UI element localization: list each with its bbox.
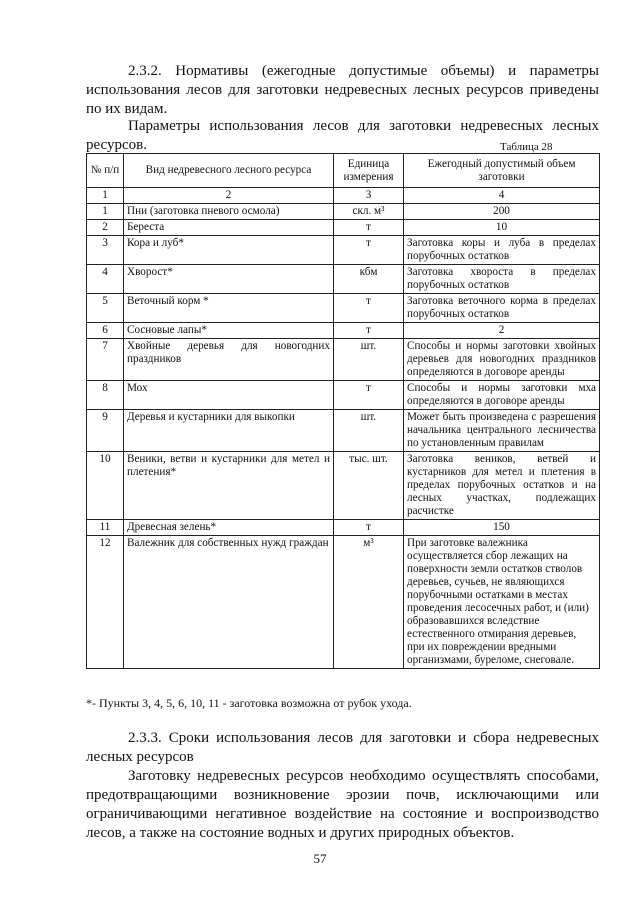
table-intro: Параметры использования лесов для заготовки недревесных лесных ресурсов. bbox=[86, 118, 599, 153]
row-volume: При заготовке валежника осуществляется сбор лежащих на поверхности земли остатков стволов деревьев, сучьев, не являющихся порубочными остатками в местах проведения лесосечных работ, и (или) образовавшихся вследствие естественного отмирания деревьев, при их повреждении вредными организмами, буреломе, снеговале. bbox=[404, 536, 600, 669]
row-unit: шт. bbox=[334, 339, 404, 381]
row-resource: Древесная зелень* bbox=[124, 520, 334, 536]
row-volume: 200 bbox=[404, 204, 600, 220]
row-num: 6 bbox=[87, 323, 124, 339]
row-resource: Пни (заготовка пневого осмола) bbox=[124, 204, 334, 220]
row-num: 11 bbox=[87, 520, 124, 536]
row-volume: Способы и нормы заготовки хвойных деревьев для новогодних праздников определяются в договоре аренды bbox=[404, 339, 600, 381]
table-row bbox=[87, 381, 600, 410]
row-volume: Заготовка коры и луба в пределах порубочных остатков bbox=[404, 236, 600, 265]
row-num: 3 bbox=[87, 236, 124, 265]
row-num: 12 bbox=[87, 536, 124, 669]
col-number: 3 bbox=[334, 188, 404, 204]
section-paragraph: Заготовку недревесных ресурсов необходимо осуществлять способами, предотвращающими возникновение эрозии почв, исключающими или ограничивающими негативное воздействие на состояние и воспроизводство лесов, а также на состояние водных и других природных объектов. bbox=[86, 768, 599, 841]
row-unit: шт. bbox=[334, 410, 404, 452]
col-number: 4 bbox=[404, 188, 600, 204]
row-unit: кбм bbox=[334, 265, 404, 294]
row-num: 5 bbox=[87, 294, 124, 323]
table-caption: Таблица 28 bbox=[500, 141, 553, 153]
table-row bbox=[87, 265, 600, 294]
col-number: 2 bbox=[124, 188, 334, 204]
row-num: 2 bbox=[87, 220, 124, 236]
table-row bbox=[87, 220, 600, 236]
page-number: 57 bbox=[313, 851, 327, 866]
row-resource: Веточный корм * bbox=[124, 294, 334, 323]
row-num: 8 bbox=[87, 381, 124, 410]
row-num: 1 bbox=[87, 204, 124, 220]
row-resource: Сосновые лапы* bbox=[124, 323, 334, 339]
row-volume: Может быть произведена с разрешения начальника центрального лесничества по установленным правилам bbox=[404, 410, 600, 452]
row-unit: т bbox=[334, 220, 404, 236]
row-volume: 10 bbox=[404, 220, 600, 236]
header-unit: Единица измерения bbox=[334, 154, 404, 188]
row-volume: 2 bbox=[404, 323, 600, 339]
row-resource: Хвойные деревья для новогодних праздников bbox=[124, 339, 334, 381]
row-num: 4 bbox=[87, 265, 124, 294]
intro-paragraph: 2.3.2. Нормативы (ежегодные допустимые объемы) и параметры использования лесов для заготовки недревесных лесных ресурсов приведены по их видам. bbox=[86, 63, 599, 117]
table-row bbox=[87, 520, 600, 536]
row-resource: Веники, ветви и кустарники для метел и плетения* bbox=[124, 452, 334, 520]
section-heading: 2.3.3. Сроки использования лесов для заготовки и сбора недревесных лесных ресурсов bbox=[86, 730, 599, 765]
row-num: 9 bbox=[87, 410, 124, 452]
row-volume: Заготовка хвороста в пределах порубочных остатков bbox=[404, 265, 600, 294]
row-resource: Валежник для собственных нужд граждан bbox=[124, 536, 334, 669]
row-num: 10 bbox=[87, 452, 124, 520]
row-unit: м³ bbox=[334, 536, 404, 669]
table-row bbox=[87, 536, 600, 669]
row-resource: Береста bbox=[124, 220, 334, 236]
row-unit: т bbox=[334, 520, 404, 536]
row-unit: тыс. шт. bbox=[334, 452, 404, 520]
row-num: 7 bbox=[87, 339, 124, 381]
row-unit: т bbox=[334, 381, 404, 410]
row-unit: т bbox=[334, 294, 404, 323]
resources-table bbox=[86, 153, 600, 669]
table-row bbox=[87, 410, 600, 452]
row-resource: Кора и луб* bbox=[124, 236, 334, 265]
header-num: № п/п bbox=[87, 154, 124, 188]
table-row bbox=[87, 204, 600, 220]
row-volume: Заготовка веточного корма в пределах порубочных остатков bbox=[404, 294, 600, 323]
table-footnote: *- Пункты 3, 4, 5, 6, 10, 11 - заготовка возможна от рубок ухода. bbox=[86, 696, 412, 710]
row-unit: т bbox=[334, 236, 404, 265]
table-row bbox=[87, 294, 600, 323]
table-row bbox=[87, 323, 600, 339]
header-volume: Ежегодный допустимый объем заготовки bbox=[404, 154, 600, 188]
row-volume: Способы и нормы заготовки мха определяются в договоре аренды bbox=[404, 381, 600, 410]
col-number: 1 bbox=[87, 188, 124, 204]
row-volume: 150 bbox=[404, 520, 600, 536]
row-unit: скл. м³ bbox=[334, 204, 404, 220]
row-volume: Заготовка веников, ветвей и кустарников для метел и плетения в пределах порубочных остатков и на лесных участках, подлежащих расчистке bbox=[404, 452, 600, 520]
row-resource: Мох bbox=[124, 381, 334, 410]
column-number-row bbox=[87, 188, 600, 204]
row-unit: т bbox=[334, 323, 404, 339]
table-row bbox=[87, 339, 600, 381]
table-row bbox=[87, 236, 600, 265]
table-row bbox=[87, 452, 600, 520]
table-header-row bbox=[87, 154, 600, 188]
row-resource: Хворост* bbox=[124, 265, 334, 294]
header-resource: Вид недревесного лесного ресурса bbox=[124, 154, 334, 188]
row-resource: Деревья и кустарники для выкопки bbox=[124, 410, 334, 452]
